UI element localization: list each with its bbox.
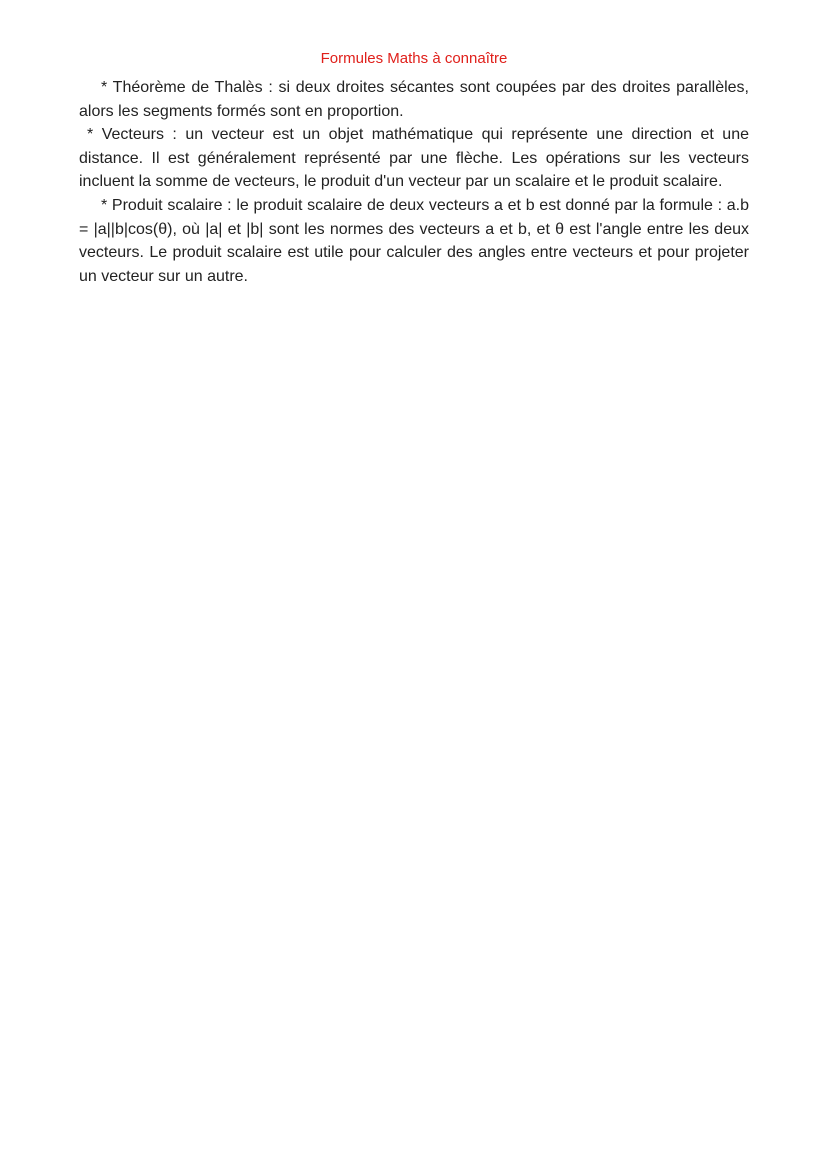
document-title: Formules Maths à connaître — [320, 50, 508, 67]
paragraph-vecteurs: * Vecteurs : un vecteur est un objet mathématique qui représente une direction et une distance. Il est généralement représenté par une flèche. Les opérations sur les vecteurs incluent la somme de vecteurs, le produit d'un vecteur par un scalaire et le produit scalaire. — [79, 126, 749, 191]
document-body — [79, 76, 749, 288]
paragraph-thales: * Théorème de Thalès : si deux droites sécantes sont coupées par des droites parallèles, alors les segments formés sont en proportion. — [79, 79, 749, 120]
paragraph-produit-scalaire: * Produit scalaire : le produit scalaire de deux vecteurs a et b est donné par la formule : a.b = |a||b|cos(θ), où |a| et |b| sont les normes des vecteurs a et b, et θ est l'angle entre les deux vecteurs. Le produit scalaire est utile pour calculer des angles entre vecteurs et pour projeter un vecteur sur un autre. — [79, 196, 749, 285]
